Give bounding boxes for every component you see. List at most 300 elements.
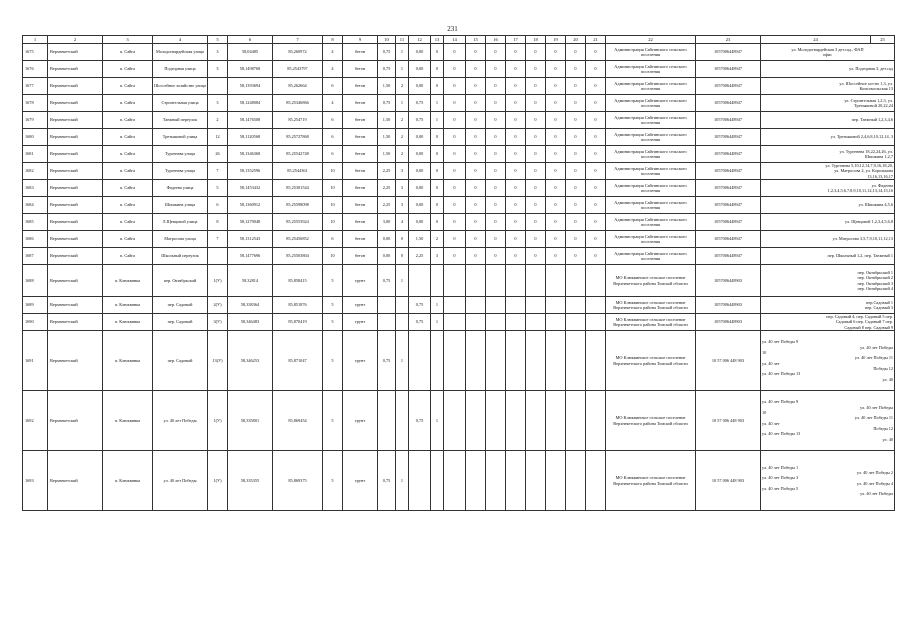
table-row xyxy=(23,95,895,112)
value-cell: 0 xyxy=(526,146,546,163)
count-cell: 1 xyxy=(396,331,409,391)
address-line: ул. Тургенева 5,10,12,14,7,9,16,18,20, xyxy=(825,163,893,168)
table-row xyxy=(23,297,895,314)
value-cell: 0 xyxy=(466,112,486,129)
value-cell: 0,75 xyxy=(409,112,431,129)
value-cell xyxy=(586,331,606,391)
address-line: Шишкина 1,2,7 xyxy=(864,154,893,159)
value-cell: 0 xyxy=(486,61,506,78)
address-line: пер. Садовый 3 xyxy=(864,305,893,311)
width-cell: 10 xyxy=(323,214,343,231)
latitude-cell: 58,338364 xyxy=(228,297,273,314)
value-cell: 0,75 xyxy=(378,44,396,61)
addresses-cell xyxy=(761,61,895,78)
value-cell: 2,25 xyxy=(409,248,431,265)
district-cell: Верхнекетский xyxy=(48,248,103,265)
page-number: 231 xyxy=(447,25,458,33)
value-cell xyxy=(466,391,486,451)
owner-cell: Администрация Сайгинского сельского поселения xyxy=(606,214,696,231)
value-cell xyxy=(566,297,586,314)
ogrn-cell: 1057006448947 xyxy=(696,78,761,95)
address-line: 10 xyxy=(762,349,767,355)
settlement-cell: п. Клюквинка xyxy=(103,297,153,314)
value-cell: 1,50 xyxy=(409,231,431,248)
width-cell: 10 xyxy=(323,180,343,197)
value-cell xyxy=(546,331,566,391)
ogrn-cell: 1057006448947 xyxy=(696,112,761,129)
material-cell: грунт xyxy=(343,451,378,511)
value-cell: 0 xyxy=(506,78,526,95)
count-cell: 2 xyxy=(431,231,444,248)
district-cell: Верхнекетский xyxy=(48,44,103,61)
value-cell: 0 xyxy=(566,95,586,112)
address-line: ул. Фадеева xyxy=(871,182,893,188)
width-cell: 6 xyxy=(323,112,343,129)
value-cell xyxy=(546,314,566,331)
house-cell: 13(У) xyxy=(208,331,228,391)
value-cell xyxy=(466,314,486,331)
address-line: ул. Молодогвардейская 3 дет.сад., ФАП xyxy=(791,46,864,52)
value-cell: 0 xyxy=(566,44,586,61)
value-cell: 0 xyxy=(586,44,606,61)
value-cell xyxy=(586,265,606,297)
value-cell: 0 xyxy=(466,146,486,163)
material-cell: бетон xyxy=(343,61,378,78)
value-cell xyxy=(586,391,606,451)
settlement-cell: п. Сайга xyxy=(103,197,153,214)
district-cell: Верхнекетский xyxy=(48,231,103,248)
owner-cell: Администрация Сайгинского сельского поселения xyxy=(606,231,696,248)
district-cell: Верхнекетский xyxy=(48,78,103,95)
material-cell: бетон xyxy=(343,214,378,231)
street-cell: Тургенева улица xyxy=(153,146,208,163)
value-cell: 3,00 xyxy=(378,214,396,231)
value-cell: 0 xyxy=(486,180,506,197)
addresses-cell xyxy=(761,451,895,511)
ogrn-cell: 1057006448903 xyxy=(696,265,761,297)
value-cell: 0 xyxy=(566,163,586,180)
count-cell: 0 xyxy=(431,197,444,214)
value-cell: 0 xyxy=(566,129,586,146)
house-cell: 3 xyxy=(208,44,228,61)
address-line: ул. 40 лет Победы 3 xyxy=(762,475,799,481)
value-cell: 1,50 xyxy=(378,112,396,129)
value-cell: 0,75 xyxy=(409,314,431,331)
count-cell: 3 xyxy=(431,248,444,265)
value-cell xyxy=(566,331,586,391)
count-cell: 2 xyxy=(396,129,409,146)
column-number: 3 xyxy=(103,36,153,44)
count-cell: 0 xyxy=(431,129,444,146)
address-line: ул. Щевцовой 1,2,3,4,5,6,8 xyxy=(845,219,893,225)
latitude-cell: 58,1279048 xyxy=(228,214,273,231)
value-cell: 0 xyxy=(586,248,606,265)
value-cell: 0 xyxy=(546,197,566,214)
ogrn-cell: 1057006448903 xyxy=(696,314,761,331)
owner-cell: Администрация Сайгинского сельского поселения xyxy=(606,180,696,197)
owner-cell: Администрация Сайгинского сельского поселения xyxy=(606,112,696,129)
house-cell xyxy=(208,78,228,95)
value-cell: 0 xyxy=(546,78,566,95)
house-cell: 8 xyxy=(208,214,228,231)
value-cell xyxy=(506,297,526,314)
address-line: ул. Матросова 3,5,7,9,10,11,12,13 xyxy=(832,236,893,242)
value-cell xyxy=(486,265,506,297)
count-cell: 1 xyxy=(396,44,409,61)
count-cell: 1 xyxy=(431,391,444,451)
table-row xyxy=(23,331,895,391)
table-row xyxy=(23,214,895,231)
registry-body xyxy=(23,44,895,511)
value-cell xyxy=(526,451,546,511)
value-cell xyxy=(546,451,566,511)
longitude-cell: 85,25727868 xyxy=(273,129,323,146)
street-cell: Шоссейное хозяйство улица xyxy=(153,78,208,95)
value-cell: 0 xyxy=(444,180,466,197)
addresses-cell xyxy=(761,95,895,112)
row-number: 1686 xyxy=(23,231,48,248)
value-cell: 0,00 xyxy=(409,129,431,146)
longitude-cell: 85,2543797 xyxy=(273,61,323,78)
value-cell xyxy=(526,297,546,314)
ogrn-cell: 1057006448947 xyxy=(696,231,761,248)
material-cell: бетон xyxy=(343,146,378,163)
table-row xyxy=(23,314,895,331)
value-cell xyxy=(586,297,606,314)
value-cell: 0 xyxy=(546,95,566,112)
value-cell: 0,00 xyxy=(378,231,396,248)
column-number: 20 xyxy=(566,36,586,44)
address-line: Третьяковой 20,22,24 xyxy=(854,103,893,108)
owner-cell: Администрация Сайгинского сельского поселения xyxy=(606,146,696,163)
address-line: ул. Шишкина 4,5,6 xyxy=(858,202,893,208)
owner-cell: МО Клюквинское сельское поселение Верхнекетского района Томской области xyxy=(606,297,696,314)
row-number: 1690 xyxy=(23,314,48,331)
value-cell: 0 xyxy=(546,231,566,248)
width-cell: 6 xyxy=(323,231,343,248)
table-row xyxy=(23,451,895,511)
owner-cell: Администрация Сайгинского сельского поселения xyxy=(606,78,696,95)
value-cell: 0 xyxy=(506,214,526,231)
value-cell xyxy=(526,391,546,451)
latitude-cell: 58,1248084 xyxy=(228,95,273,112)
latitude-cell: 58,1360912 xyxy=(228,197,273,214)
value-cell: 0 xyxy=(566,214,586,231)
column-number: 12 xyxy=(409,36,431,44)
owner-cell: МО Клюквинское сельское поселение Верхнекетского района Томской области xyxy=(606,391,696,451)
longitude-cell: 85,254719 xyxy=(273,112,323,129)
value-cell: 0 xyxy=(586,95,606,112)
addresses-cell xyxy=(761,112,895,129)
count-cell: 3 xyxy=(396,197,409,214)
address-line: пер. Октябрьский 2 xyxy=(857,275,893,281)
value-cell xyxy=(506,391,526,451)
settlement-cell: п. Клюквинка xyxy=(103,265,153,297)
address-line: пер. Школьный 1,2, пер. Таежный 1 xyxy=(827,253,893,259)
row-number: 1678 xyxy=(23,95,48,112)
longitude-cell: 85,858415 xyxy=(273,265,323,297)
district-cell: Верхнекетский xyxy=(48,61,103,78)
street-cell: ул. 40 лет Победы xyxy=(153,391,208,451)
row-number: 1680 xyxy=(23,129,48,146)
value-cell: 0 xyxy=(526,180,546,197)
settlement-cell: п. Сайга xyxy=(103,146,153,163)
ogrn-cell: 1057006448947 xyxy=(696,163,761,180)
count-cell: 0 xyxy=(431,61,444,78)
value-cell: 0 xyxy=(466,163,486,180)
ogrn-cell: 1057006448947 xyxy=(696,214,761,231)
addresses-cell xyxy=(761,129,895,146)
table-row xyxy=(23,197,895,214)
value-cell xyxy=(409,451,431,511)
address-line: Садовый 8 пер. Садовый 9 xyxy=(844,324,893,330)
value-cell xyxy=(506,331,526,391)
row-number: 1691 xyxy=(23,331,48,391)
value-cell: 0 xyxy=(566,112,586,129)
settlement-cell: п. Сайга xyxy=(103,214,153,231)
column-number: 22 xyxy=(606,36,696,44)
district-cell: Верхнекетский xyxy=(48,297,103,314)
table-row xyxy=(23,146,895,163)
owner-cell: Администрация Сайгинского сельского поселения xyxy=(606,95,696,112)
value-cell: 0 xyxy=(466,78,486,95)
width-cell: 4 xyxy=(323,44,343,61)
longitude-cell: 85,25553924 xyxy=(273,214,323,231)
settlement-cell: п. Клюквинка xyxy=(103,391,153,451)
house-cell: 5 xyxy=(208,180,228,197)
settlement-cell: п. Сайга xyxy=(103,78,153,95)
material-cell: бетон xyxy=(343,197,378,214)
address-line: Победы 12 xyxy=(873,366,893,372)
settlement-cell: п. Клюквинка xyxy=(103,331,153,391)
street-cell: Тургенева улица xyxy=(153,163,208,180)
count-cell: 1 xyxy=(431,112,444,129)
value-cell: 0 xyxy=(486,95,506,112)
value-cell: 0 xyxy=(526,163,546,180)
address-line: пер. Октябрьский 4 xyxy=(857,285,893,291)
value-cell: 0 xyxy=(526,78,546,95)
value-cell xyxy=(444,265,466,297)
value-cell: 0,75 xyxy=(378,331,396,391)
latitude-cell: 58,04485 xyxy=(228,44,273,61)
material-cell: бетон xyxy=(343,180,378,197)
address-line: пер. Таежный 1,2,3,4,6 xyxy=(851,117,893,123)
table-row xyxy=(23,61,895,78)
count-cell: 0 xyxy=(431,44,444,61)
district-cell: Верхнекетский xyxy=(48,314,103,331)
district-cell: Верхнекетский xyxy=(48,163,103,180)
address-line: ул. 40 лет Победы 13 xyxy=(762,431,801,437)
value-cell: 0 xyxy=(546,214,566,231)
ogrn-cell: 1057006448947 xyxy=(696,95,761,112)
column-number: 10 xyxy=(378,36,396,44)
registry-table xyxy=(22,35,895,511)
value-cell: 0 xyxy=(586,214,606,231)
row-number: 1679 xyxy=(23,112,48,129)
count-cell xyxy=(431,265,444,297)
count-cell: 3 xyxy=(396,163,409,180)
value-cell: 0,00 xyxy=(378,248,396,265)
address-line: пер. Садовый 4, пер. Садовый 5 пер. xyxy=(826,314,893,320)
value-cell: 0 xyxy=(444,214,466,231)
street-cell: Фадеева улица xyxy=(153,180,208,197)
value-cell: 0 xyxy=(526,95,546,112)
owner-cell: Администрация Сайгинского сельского поселения xyxy=(606,129,696,146)
row-number: 1692 xyxy=(23,391,48,451)
value-cell: 0 xyxy=(586,146,606,163)
house-cell: 7 xyxy=(208,163,228,180)
street-cell: Таежный переулок xyxy=(153,112,208,129)
value-cell: 0 xyxy=(566,146,586,163)
address-line: ул. Третьяковой 2,4,6,8,10,12,14, 3 xyxy=(830,134,893,140)
row-number: 1677 xyxy=(23,78,48,95)
value-cell: 0 xyxy=(586,197,606,214)
value-cell xyxy=(506,265,526,297)
value-cell: 0 xyxy=(444,146,466,163)
value-cell: 0 xyxy=(466,180,486,197)
value-cell xyxy=(378,391,396,451)
column-number: 19 xyxy=(546,36,566,44)
value-cell: 0 xyxy=(546,129,566,146)
value-cell: 0 xyxy=(444,197,466,214)
street-cell: пер. Садовый xyxy=(153,314,208,331)
row-number: 1688 xyxy=(23,265,48,297)
owner-cell: МО Клюквинское сельское поселение Верхнекетского района Томской области xyxy=(606,314,696,331)
value-cell: 0,00 xyxy=(409,197,431,214)
ogrn-cell: 1057006448947 xyxy=(696,129,761,146)
material-cell: бетон xyxy=(343,44,378,61)
value-cell: 0,00 xyxy=(409,214,431,231)
column-number: 9 xyxy=(343,36,378,44)
column-number: 13 xyxy=(431,36,444,44)
latitude-cell: 58,1352596 xyxy=(228,163,273,180)
owner-cell: Администрация Сайгинского сельского поселения xyxy=(606,248,696,265)
district-cell: Верхнекетский xyxy=(48,451,103,511)
longitude-cell: 85,25542748 xyxy=(273,146,323,163)
value-cell: 0 xyxy=(566,61,586,78)
value-cell: 0 xyxy=(506,44,526,61)
ogrn-cell: 1057006448947 xyxy=(696,197,761,214)
table-row xyxy=(23,163,895,180)
addresses-cell xyxy=(761,197,895,214)
value-cell xyxy=(506,451,526,511)
address-line: пер.Садовый 1 xyxy=(866,299,893,305)
column-number: 17 xyxy=(506,36,526,44)
value-cell: 0 xyxy=(586,231,606,248)
settlement-cell: п. Сайга xyxy=(103,44,153,61)
column-number: 1 xyxy=(23,36,48,44)
width-cell: 4 xyxy=(323,95,343,112)
house-cell: 1(У) xyxy=(208,391,228,451)
count-cell xyxy=(431,331,444,391)
value-cell: 0,00 xyxy=(409,78,431,95)
address-line: ул. 40 лет Победы 4 xyxy=(856,480,893,486)
address-line: ул. Шоссейное хоз-во 1,3, ул. xyxy=(839,80,893,86)
latitude-cell: 58,1476508 xyxy=(228,112,273,129)
value-cell xyxy=(466,331,486,391)
row-number: 1685 xyxy=(23,214,48,231)
address-line: ул. Тургенева 18,22,24,26, ул. xyxy=(839,148,893,154)
value-cell: 0 xyxy=(586,163,606,180)
house-cell: 7 xyxy=(208,231,228,248)
street-cell: Школьный переулок xyxy=(153,248,208,265)
address-line: ул. 40 лет xyxy=(762,420,780,426)
width-cell: 4 xyxy=(323,61,343,78)
value-cell: 0 xyxy=(466,95,486,112)
value-cell xyxy=(466,265,486,297)
table-row xyxy=(23,265,895,297)
value-cell: 1,50 xyxy=(378,129,396,146)
district-cell: Верхнекетский xyxy=(48,197,103,214)
addresses-cell xyxy=(761,248,895,265)
value-cell: 0 xyxy=(526,197,546,214)
value-cell xyxy=(444,314,466,331)
table-row xyxy=(23,78,895,95)
house-cell: 2(У) xyxy=(208,297,228,314)
material-cell: бетон xyxy=(343,78,378,95)
value-cell xyxy=(566,451,586,511)
row-number: 1684 xyxy=(23,197,48,214)
longitude-cell: 85,262664 xyxy=(273,78,323,95)
count-cell: 2 xyxy=(396,112,409,129)
value-cell: 0,75 xyxy=(409,391,431,451)
width-cell: 6 xyxy=(323,146,343,163)
address-line: 1,2,3,4,5,6,7,8,9,10,11,12,13,14,15,16 xyxy=(827,188,893,194)
district-cell: Верхнекетский xyxy=(48,214,103,231)
value-cell: 0 xyxy=(444,248,466,265)
value-cell: 0 xyxy=(586,78,606,95)
count-cell: 0 xyxy=(396,231,409,248)
address-line: ул. 40 лет Победы 9 xyxy=(762,399,799,405)
value-cell xyxy=(444,391,466,451)
value-cell xyxy=(546,265,566,297)
owner-cell: МО Клюквинское сельское поселение Верхнекетского района Томской области xyxy=(606,331,696,391)
value-cell xyxy=(566,314,586,331)
count-cell: 0 xyxy=(396,248,409,265)
district-cell: Верхнекетский xyxy=(48,331,103,391)
address-line: ул. Подгорная 3, дет.сад xyxy=(849,66,893,72)
address-line: ул. 40 лет Победы xyxy=(860,491,893,497)
column-number: 24 xyxy=(761,36,871,44)
value-cell: 0 xyxy=(486,163,506,180)
material-cell: бетон xyxy=(343,231,378,248)
value-cell: 0 xyxy=(586,112,606,129)
value-cell: 0 xyxy=(546,44,566,61)
width-cell: 5 xyxy=(323,265,343,297)
value-cell: 0 xyxy=(486,129,506,146)
count-cell: 3 xyxy=(396,180,409,197)
width-cell: 6 xyxy=(323,78,343,95)
street-cell: Шишкина улица xyxy=(153,197,208,214)
value-cell: 0 xyxy=(506,180,526,197)
latitude-cell: 58,1498768 xyxy=(228,61,273,78)
value-cell: 0,00 xyxy=(409,146,431,163)
value-cell: 0,00 xyxy=(409,44,431,61)
latitude-cell: 58,1393694 xyxy=(228,78,273,95)
address-line: ул. Матросова 2, ул. Королькова xyxy=(834,168,893,174)
row-number: 1683 xyxy=(23,180,48,197)
value-cell: 0 xyxy=(586,129,606,146)
latitude-cell: 58,1312543 xyxy=(228,231,273,248)
value-cell: 2,25 xyxy=(378,180,396,197)
column-number: 2 xyxy=(48,36,103,44)
row-number: 1681 xyxy=(23,146,48,163)
value-cell: 1,50 xyxy=(378,78,396,95)
addresses-cell xyxy=(761,265,895,297)
ogrn-cell: 10 57 006 448 903 xyxy=(696,331,761,391)
value-cell: 0 xyxy=(526,214,546,231)
addresses-cell xyxy=(761,180,895,197)
